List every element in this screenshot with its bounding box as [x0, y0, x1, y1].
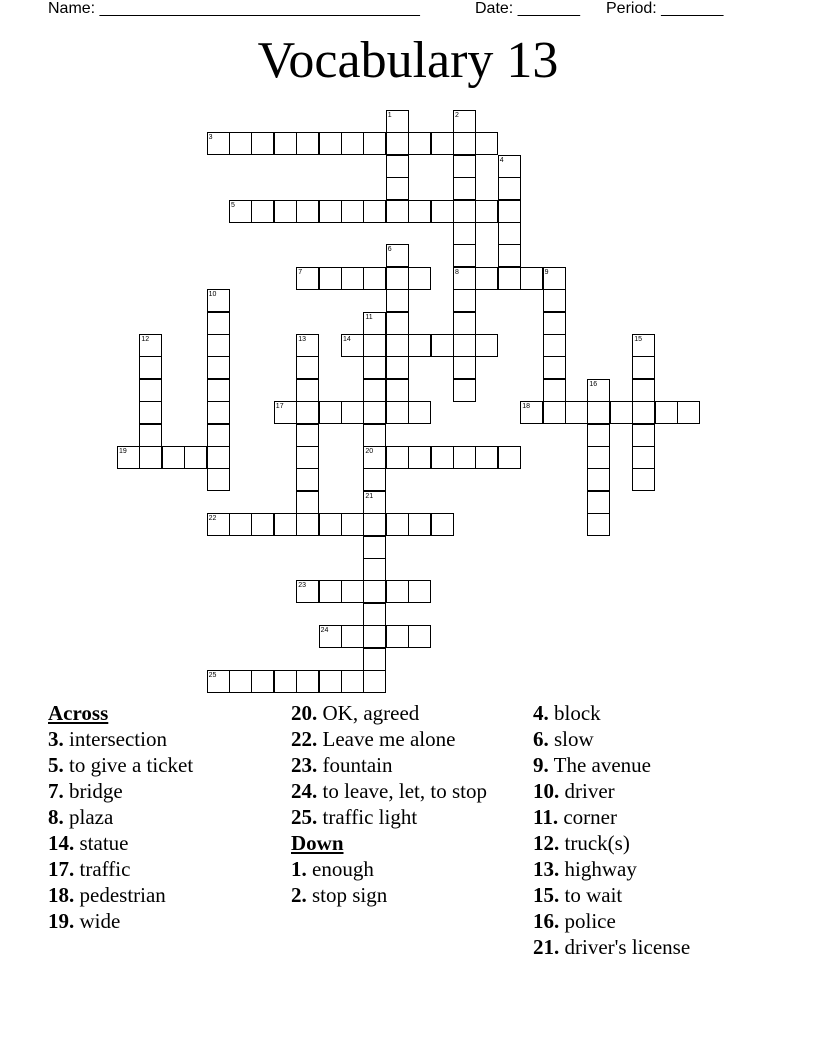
grid-cell[interactable] — [408, 132, 431, 155]
grid-cell[interactable] — [587, 401, 610, 424]
grid-cell[interactable] — [475, 132, 498, 155]
clue-number: 14 — [343, 336, 351, 343]
grid-cell[interactable] — [184, 446, 207, 469]
clue-number: 18 — [522, 403, 530, 411]
clue-number: 9 — [544, 268, 549, 276]
clue-item-number: 23. — [291, 753, 318, 777]
grid-cell[interactable] — [587, 468, 610, 491]
grid-cell[interactable] — [453, 289, 476, 312]
clue-number: 2 — [455, 112, 459, 119]
clue-item-number: 17. — [48, 857, 75, 881]
clue-item-number: 20. — [291, 701, 318, 725]
grid-cell[interactable] — [207, 446, 230, 469]
clue-item-number: 15. — [533, 883, 560, 907]
clue-item — [533, 700, 773, 726]
clue-number: 8 — [455, 268, 459, 276]
grid-cell[interactable] — [475, 267, 498, 290]
clue-item-number: 9. — [533, 753, 549, 777]
grid-cell[interactable] — [520, 267, 543, 290]
grid-cell[interactable] — [296, 200, 319, 223]
grid-cell[interactable] — [475, 200, 498, 223]
clue-item-text: to leave, let, to stop — [322, 779, 487, 803]
clue-item-number: 5. — [48, 753, 64, 777]
grid-cell[interactable] — [453, 222, 476, 245]
grid-cell[interactable] — [207, 356, 230, 379]
grid-cell[interactable] — [319, 267, 342, 290]
clue-item-number: 4. — [533, 701, 549, 725]
grid-cell[interactable] — [207, 401, 230, 424]
down-clues-continued — [533, 700, 773, 960]
grid-cell[interactable] — [274, 670, 297, 693]
grid-cell[interactable] — [431, 200, 454, 223]
grid-cell[interactable] — [408, 446, 431, 469]
clue-column-1 — [48, 700, 288, 934]
grid-cell[interactable] — [363, 513, 386, 536]
grid-cell[interactable] — [341, 132, 364, 155]
clue-item — [533, 726, 773, 752]
grid-cell[interactable] — [341, 513, 364, 536]
grid-cell[interactable] — [274, 132, 297, 155]
clue-number: 25 — [208, 672, 217, 679]
grid-cell[interactable] — [251, 670, 274, 693]
grid-cell[interactable] — [296, 468, 319, 491]
grid-cell[interactable] — [386, 155, 409, 178]
grid-cell[interactable] — [543, 312, 566, 335]
grid-cell[interactable] — [139, 356, 162, 379]
clue-number: 3 — [208, 134, 213, 142]
grid-cell[interactable] — [207, 379, 230, 402]
clue-item — [291, 700, 506, 726]
grid-cell[interactable] — [408, 625, 431, 648]
grid-cell[interactable] — [677, 401, 700, 424]
clue-item-text: to give a ticket — [69, 753, 194, 777]
clue-item-number: 24. — [291, 779, 318, 803]
clue-item-number: 22. — [291, 727, 318, 751]
grid-cell[interactable] — [363, 670, 386, 693]
clue-item-text: corner — [563, 805, 617, 829]
clue-item — [533, 830, 773, 856]
grid-cell[interactable] — [363, 558, 386, 581]
name-field[interactable]: Name: ____________________________________ — [48, 0, 420, 17]
grid-cell[interactable] — [363, 424, 386, 447]
grid-cell[interactable] — [408, 580, 431, 603]
grid-cell[interactable] — [363, 468, 386, 491]
grid-cell[interactable] — [207, 334, 230, 357]
grid-cell[interactable] — [251, 513, 274, 536]
clue-item — [48, 804, 288, 830]
grid-cell[interactable] — [341, 625, 364, 648]
down-clues — [291, 856, 506, 908]
grid-cell[interactable] — [251, 132, 274, 155]
grid-cell[interactable] — [363, 267, 386, 290]
clue-item — [533, 778, 773, 804]
grid-cell[interactable] — [296, 491, 319, 514]
clue-number: 13 — [298, 336, 306, 343]
grid-cell[interactable] — [632, 379, 655, 402]
grid-cell[interactable] — [386, 132, 409, 155]
clue-item — [291, 726, 506, 752]
clue-item-number: 7. — [48, 779, 64, 803]
grid-cell[interactable] — [386, 401, 409, 424]
grid-cell[interactable] — [408, 334, 431, 357]
clue-item-number: 16. — [533, 909, 560, 933]
grid-cell[interactable] — [453, 200, 476, 223]
clue-number: 24 — [320, 627, 329, 635]
clue-number: 4 — [499, 156, 504, 164]
clue-item-number: 2. — [291, 883, 307, 907]
clue-item-number: 10. — [533, 779, 560, 803]
clue-item — [291, 804, 506, 830]
clue-item — [291, 856, 506, 882]
grid-cell[interactable] — [386, 513, 409, 536]
grid-cell[interactable] — [341, 670, 364, 693]
clue-item — [533, 882, 773, 908]
grid-cell[interactable] — [475, 446, 498, 469]
grid-cell[interactable] — [386, 289, 409, 312]
clue-number: 16 — [589, 380, 598, 388]
clue-item-number: 19. — [48, 909, 75, 933]
clue-item — [48, 856, 288, 882]
grid-cell[interactable] — [341, 580, 364, 603]
grid-cell[interactable] — [408, 513, 431, 536]
clue-number: 5 — [231, 201, 235, 209]
clue-item-text: The avenue — [553, 753, 651, 777]
grid-cell[interactable] — [431, 446, 454, 469]
clue-item-text: fountain — [322, 753, 393, 777]
grid-cell[interactable] — [587, 446, 610, 469]
clue-item — [48, 882, 288, 908]
grid-cell[interactable] — [453, 379, 476, 402]
clue-item-text: police — [564, 909, 616, 933]
grid-cell[interactable] — [408, 267, 431, 290]
clue-item-text: enough — [312, 857, 374, 881]
clue-item-number: 11. — [533, 805, 559, 829]
clue-item-number: 18. — [48, 883, 75, 907]
grid-cell[interactable] — [341, 200, 364, 223]
clue-item-text: Leave me alone — [322, 727, 456, 751]
clue-item-text: plaza — [69, 805, 114, 829]
grid-cell[interactable] — [139, 401, 162, 424]
grid-cell[interactable] — [296, 379, 319, 402]
grid-cell[interactable] — [207, 424, 230, 447]
clue-item — [533, 908, 773, 934]
clue-item-number: 1. — [291, 857, 307, 881]
clue-item — [48, 726, 288, 752]
across-heading: Across — [48, 701, 109, 725]
clue-item-text: truck(s) — [564, 831, 630, 855]
grid-cell[interactable] — [587, 513, 610, 536]
grid-cell[interactable] — [453, 334, 476, 357]
grid-cell[interactable] — [341, 267, 364, 290]
clue-item-number: 3. — [48, 727, 64, 751]
grid-cell[interactable] — [386, 334, 409, 357]
grid-cell[interactable] — [632, 424, 655, 447]
grid-cell[interactable] — [475, 334, 498, 357]
grid-cell[interactable] — [363, 334, 386, 357]
grid-cell[interactable] — [655, 401, 678, 424]
grid-cell[interactable] — [632, 401, 655, 424]
clue-number: 15 — [634, 336, 642, 343]
clue-item-number: 8. — [48, 805, 64, 829]
grid-cell[interactable] — [386, 446, 409, 469]
grid-cell[interactable] — [296, 132, 319, 155]
clue-item — [533, 934, 773, 960]
clue-number: 20 — [365, 448, 374, 455]
grid-cell[interactable] — [498, 267, 521, 290]
clue-item — [48, 908, 288, 934]
grid-cell[interactable] — [431, 132, 454, 155]
grid-cell[interactable] — [319, 200, 342, 223]
grid-cell[interactable] — [632, 356, 655, 379]
clue-number: 11 — [365, 313, 373, 321]
grid-cell[interactable] — [453, 132, 476, 155]
grid-cell[interactable] — [363, 356, 386, 379]
grid-cell[interactable] — [319, 513, 342, 536]
clue-item — [533, 856, 773, 882]
grid-cell[interactable] — [386, 267, 409, 290]
grid-cell[interactable] — [498, 222, 521, 245]
grid-cell[interactable] — [498, 446, 521, 469]
clue-item-text: traffic — [79, 857, 131, 881]
clue-item-text: block — [554, 701, 601, 725]
clue-item-text: stop sign — [312, 883, 388, 907]
clue-item-text: traffic light — [322, 805, 418, 829]
grid-cell[interactable] — [386, 379, 409, 402]
clue-item-text: wide — [79, 909, 121, 933]
grid-cell[interactable] — [453, 312, 476, 335]
grid-cell[interactable] — [453, 244, 476, 267]
clue-item-text: driver's license — [564, 935, 691, 959]
grid-cell[interactable] — [139, 379, 162, 402]
grid-cell[interactable] — [274, 513, 297, 536]
grid-cell[interactable] — [296, 446, 319, 469]
clue-number: 12 — [141, 336, 150, 343]
grid-cell[interactable] — [363, 200, 386, 223]
grid-cell[interactable] — [274, 200, 297, 223]
grid-cell[interactable] — [543, 356, 566, 379]
clue-item-text: OK, agreed — [322, 701, 420, 725]
clue-item-text: bridge — [69, 779, 123, 803]
grid-cell[interactable] — [587, 491, 610, 514]
grid-cell[interactable] — [319, 580, 342, 603]
grid-cell[interactable] — [229, 132, 252, 155]
grid-cell[interactable] — [632, 468, 655, 491]
clue-number: 1 — [387, 112, 392, 119]
across-clues — [48, 726, 288, 934]
grid-cell[interactable] — [431, 334, 454, 357]
grid-cell[interactable] — [543, 334, 566, 357]
grid-cell[interactable] — [363, 603, 386, 626]
grid-cell[interactable] — [319, 670, 342, 693]
down-heading: Down — [291, 831, 344, 855]
grid-cell[interactable] — [207, 468, 230, 491]
grid-cell[interactable] — [543, 289, 566, 312]
grid-cell[interactable] — [453, 155, 476, 178]
clue-item-number: 6. — [533, 727, 549, 751]
grid-cell[interactable] — [453, 446, 476, 469]
date-field[interactable]: Date: _______ — [475, 0, 580, 17]
grid-cell[interactable] — [498, 244, 521, 267]
grid-cell[interactable] — [386, 177, 409, 200]
grid-cell[interactable] — [386, 312, 409, 335]
grid-cell[interactable] — [565, 401, 588, 424]
clue-number: 6 — [387, 246, 392, 254]
grid-cell[interactable] — [139, 446, 162, 469]
grid-cell[interactable] — [296, 356, 319, 379]
grid-cell[interactable] — [386, 580, 409, 603]
clue-item-text: statue — [79, 831, 129, 855]
clue-number: 22 — [208, 515, 217, 523]
clue-item-number: 14. — [48, 831, 75, 855]
clue-item-text: pedestrian — [79, 883, 166, 907]
grid-cell[interactable] — [498, 177, 521, 200]
clue-column-3 — [533, 700, 773, 960]
grid-cell[interactable] — [296, 513, 319, 536]
period-field[interactable]: Period: _______ — [606, 0, 724, 17]
grid-cell[interactable] — [251, 200, 274, 223]
grid-cell[interactable] — [587, 424, 610, 447]
grid-cell[interactable] — [363, 401, 386, 424]
grid-cell[interactable] — [453, 356, 476, 379]
grid-cell[interactable] — [408, 401, 431, 424]
clue-item — [291, 778, 506, 804]
clue-item-number: 25. — [291, 805, 318, 829]
grid-cell[interactable] — [229, 513, 252, 536]
grid-cell[interactable] — [162, 446, 185, 469]
grid-cell[interactable] — [363, 625, 386, 648]
grid-cell[interactable] — [363, 580, 386, 603]
grid-cell[interactable] — [363, 536, 386, 559]
across-clues-continued — [291, 700, 506, 830]
clue-item — [291, 882, 506, 908]
grid-cell[interactable] — [296, 670, 319, 693]
clue-number: 7 — [298, 268, 303, 276]
grid-cell[interactable] — [498, 200, 521, 223]
clue-item-text: intersection — [69, 727, 167, 751]
clue-item-number: 21. — [533, 935, 560, 959]
grid-cell[interactable] — [363, 379, 386, 402]
grid-cell[interactable] — [296, 424, 319, 447]
clue-number: 21 — [365, 492, 374, 500]
clue-item — [48, 830, 288, 856]
grid-cell[interactable] — [319, 401, 342, 424]
grid-cell[interactable] — [610, 401, 633, 424]
grid-cell[interactable] — [386, 200, 409, 223]
grid-cell[interactable] — [632, 446, 655, 469]
clue-number: 19 — [119, 448, 127, 455]
grid-cell[interactable] — [453, 177, 476, 200]
clue-number: 23 — [298, 582, 306, 590]
grid-cell[interactable] — [207, 312, 230, 335]
grid-cell[interactable] — [543, 401, 566, 424]
grid-cell[interactable] — [431, 513, 454, 536]
grid-cell[interactable] — [386, 625, 409, 648]
grid-cell[interactable] — [319, 132, 342, 155]
grid-cell[interactable] — [229, 670, 252, 693]
clue-item — [533, 752, 773, 778]
grid-cell[interactable] — [363, 132, 386, 155]
clue-item-text: driver — [564, 779, 615, 803]
clue-item-number: 12. — [533, 831, 560, 855]
page-title: Vocabulary 13 — [257, 32, 559, 89]
clue-number: 17 — [275, 403, 284, 411]
clue-item-number: 13. — [533, 857, 560, 881]
clue-number: 10 — [208, 291, 217, 299]
grid-cell[interactable] — [386, 356, 409, 379]
clue-item — [533, 804, 773, 830]
clue-column-2 — [291, 700, 506, 908]
clue-item — [48, 752, 288, 778]
clue-item-text: to wait — [564, 883, 623, 907]
clue-item — [291, 752, 506, 778]
clue-item — [48, 778, 288, 804]
grid-cell[interactable] — [543, 379, 566, 402]
grid-cell[interactable] — [408, 200, 431, 223]
clue-item-text: highway — [564, 857, 637, 881]
clue-item-text: slow — [554, 727, 594, 751]
grid-cell[interactable] — [341, 401, 364, 424]
grid-cell[interactable] — [363, 648, 386, 671]
grid-cell[interactable] — [139, 424, 162, 447]
grid-cell[interactable] — [296, 401, 319, 424]
